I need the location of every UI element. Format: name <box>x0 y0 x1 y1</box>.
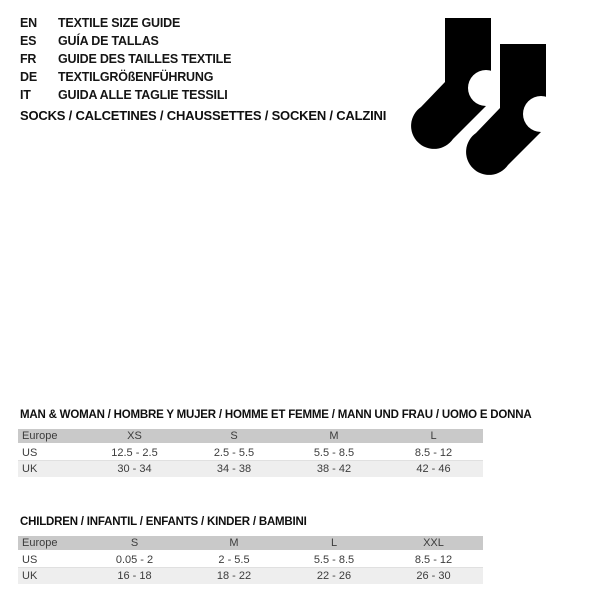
column-header: XS <box>85 429 184 444</box>
table-header-row <box>18 429 483 444</box>
language-label: GUIDE DES TAILLES TEXTILE <box>58 52 232 66</box>
column-header: Europe <box>18 429 85 444</box>
language-label: GUÍA DE TALLAS <box>58 34 159 48</box>
column-header: L <box>284 536 384 551</box>
language-row <box>20 14 231 32</box>
table-cell: 30 - 34 <box>85 461 184 478</box>
table-cell: 8.5 - 12 <box>384 444 483 461</box>
table-row <box>18 444 483 461</box>
row-label: US <box>18 444 85 461</box>
column-header: M <box>184 536 284 551</box>
language-row <box>20 68 231 86</box>
column-header: XXL <box>384 536 483 551</box>
language-code: IT <box>20 88 31 102</box>
table-cell: 12.5 - 2.5 <box>85 444 184 461</box>
table-row <box>18 551 483 568</box>
table-cell: 18 - 22 <box>184 568 284 585</box>
language-row <box>20 32 231 50</box>
table-header-row <box>18 536 483 551</box>
table-cell: 38 - 42 <box>284 461 384 478</box>
language-row <box>20 50 231 68</box>
table-cell: 26 - 30 <box>384 568 483 585</box>
table-cell: 34 - 38 <box>184 461 284 478</box>
table-cell: 2.5 - 5.5 <box>184 444 284 461</box>
row-label: UK <box>18 461 85 478</box>
language-code: DE <box>20 70 37 84</box>
children-table-title: CHILDREN / INFANTIL / ENFANTS / KINDER / BAMBINI <box>20 516 307 528</box>
table-row <box>18 568 483 585</box>
adults-table-title: MAN & WOMAN / HOMBRE Y MUJER / HOMME ET FEMME / MANN UND FRAU / UOMO E DONNA <box>20 409 532 421</box>
language-code: EN <box>20 16 37 30</box>
table-cell: 0.05 - 2 <box>85 551 184 568</box>
language-code: ES <box>20 34 37 48</box>
socks-icon <box>395 10 575 190</box>
row-label: US <box>18 551 85 568</box>
table-cell: 5.5 - 8.5 <box>284 551 384 568</box>
table-row <box>18 461 483 478</box>
language-row <box>20 86 231 104</box>
table-cell: 16 - 18 <box>85 568 184 585</box>
column-header: S <box>184 429 284 444</box>
size-table-adults <box>18 429 483 477</box>
language-code: FR <box>20 52 37 66</box>
row-label: UK <box>18 568 85 585</box>
column-header: M <box>284 429 384 444</box>
column-header: Europe <box>18 536 85 551</box>
table-cell: 2 - 5.5 <box>184 551 284 568</box>
table-cell: 42 - 46 <box>384 461 483 478</box>
category-title: SOCKS / CALCETINES / CHAUSSETTES / SOCKEN / CALZINI <box>20 108 387 123</box>
language-label: GUIDA ALLE TAGLIE TESSILI <box>58 88 228 102</box>
column-header: L <box>384 429 483 444</box>
column-header: S <box>85 536 184 551</box>
language-list <box>20 14 231 104</box>
table-cell: 8.5 - 12 <box>384 551 483 568</box>
language-label: TEXTILGRÖßENFÜHRUNG <box>58 70 214 84</box>
size-table-children <box>18 536 483 584</box>
table-cell: 5.5 - 8.5 <box>284 444 384 461</box>
language-label: TEXTILE SIZE GUIDE <box>58 16 181 30</box>
table-cell: 22 - 26 <box>284 568 384 585</box>
